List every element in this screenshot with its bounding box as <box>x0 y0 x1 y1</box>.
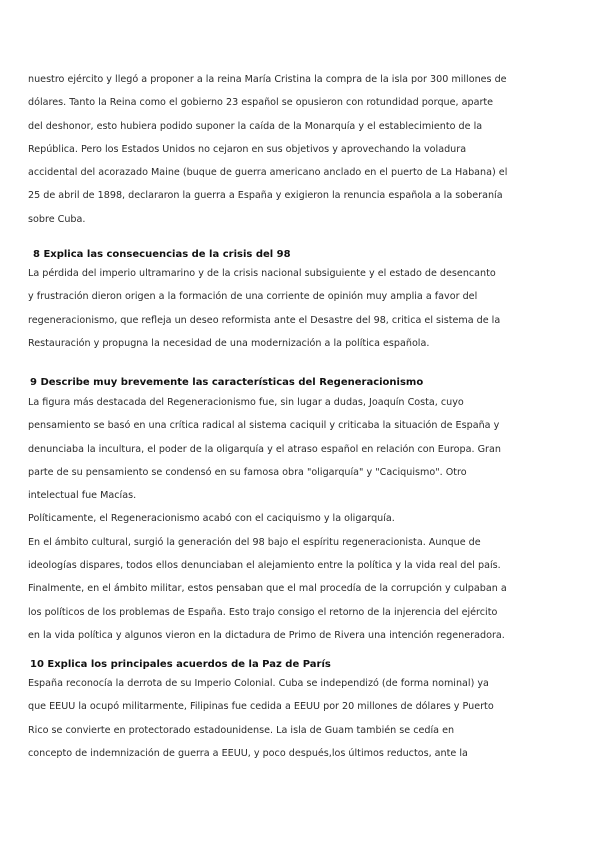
text-line: regeneracionismo, que refleja un deseo reformista ante el Desastre del 98, critica el sistema de la <box>28 314 501 326</box>
text-line: los políticos de los problemas de España. Esto trajo consigo el retorno de la injerencia del ejército <box>28 606 498 618</box>
text-line: Políticamente, el Regeneracionismo acabó con el caciquismo y la oligarquía. <box>28 513 395 525</box>
section-10-heading: 10 Explica los principales acuerdos de la Paz de París <box>30 659 331 670</box>
section-9-paragraph <box>28 391 572 647</box>
text-line: dólares. Tanto la Reina como el gobierno 23 español se opusieron con rotundidad porque, aparte <box>28 97 494 109</box>
text-line: que EEUU la ocupó militarmente, Filipinas fue cedida a EEUU por 20 millones de dólares y Puerto <box>28 701 494 713</box>
text-line: España reconocía la derrota de su Imperio Colonial. Cuba se independizó (de forma nominal) ya <box>28 678 489 689</box>
intro-paragraph <box>28 68 572 231</box>
text-line: parte de su pensamiento se condensó en su famosa obra "oligarquía" y "Caciquismo". Otro <box>28 466 467 478</box>
section-10-paragraph <box>28 672 572 765</box>
text-line: Rico se convierte en protectorado estadounidense. La isla de Guam también se cedía en <box>28 724 455 736</box>
text-line: Finalmente, en el ámbito militar, estos pensaban que el mal procedía de la corrupción y culpaban a <box>28 583 507 595</box>
text-line: sobre Cuba. <box>28 213 86 225</box>
text-line: pensamiento se basó en una crítica radical al sistema caciquil y criticaba la situación de España y <box>28 420 500 432</box>
text-line: y frustración dieron origen a la formación de una corriente de opinión muy amplia a favor del <box>28 291 478 303</box>
text-line: accidental del acorazado Maine (buque de guerra americano anclado en el puerto de La Habana) el <box>28 167 508 179</box>
text-line: República. Pero los Estados Unidos no cejaron en sus objetivos y aprovechando la voladura <box>28 143 467 155</box>
text-line: En el ámbito cultural, surgió la generación del 98 bajo el espíritu regeneracionista. Aunque de <box>28 536 481 548</box>
text-line: intelectual fue Macías. <box>28 490 137 502</box>
text-line: en la vida política y algunos vieron en la dictadura de Primo de Rivera una intención regeneradora. <box>28 629 505 641</box>
text-line: La pérdida del imperio ultramarino y de la crisis nacional subsiguiente y el estado de desencanto <box>28 268 496 279</box>
section-8-heading: 8 Explica las consecuencias de la crisis del 98 <box>33 249 291 260</box>
text-line: concepto de indemnización de guerra a EEUU, y poco después,los últimos reductos, ante la <box>28 747 468 759</box>
text-line: La figura más destacada del Regeneracionismo fue, sin lugar a dudas, Joaquín Costa, cuyo <box>28 397 464 408</box>
text-line: ideologías dispares, todos ellos denunciaban el alejamiento entre la política y la vida real del país. <box>28 560 501 572</box>
text-line: nuestro ejército y llegó a proponer a la reina María Cristina la compra de la isla por 300 millones de <box>28 74 507 85</box>
text-line: Restauración y propugna la necesidad de una modernización a la política española. <box>28 337 430 349</box>
section-9-heading: 9 Describe muy brevemente las características del Regeneracionismo <box>30 377 424 388</box>
text-line: del deshonor, esto hubiera podido suponer la caída de la Monarquía y el establecimiento de la <box>28 120 483 132</box>
section-8-paragraph <box>28 262 572 355</box>
text-line: denunciaba la incultura, el poder de la oligarquía y el atraso español en relación con Europa. Gran <box>28 443 501 455</box>
text-line: 25 de abril de 1898, declararon la guerra a España y exigieron la renuncia española a la soberanía <box>28 190 503 202</box>
